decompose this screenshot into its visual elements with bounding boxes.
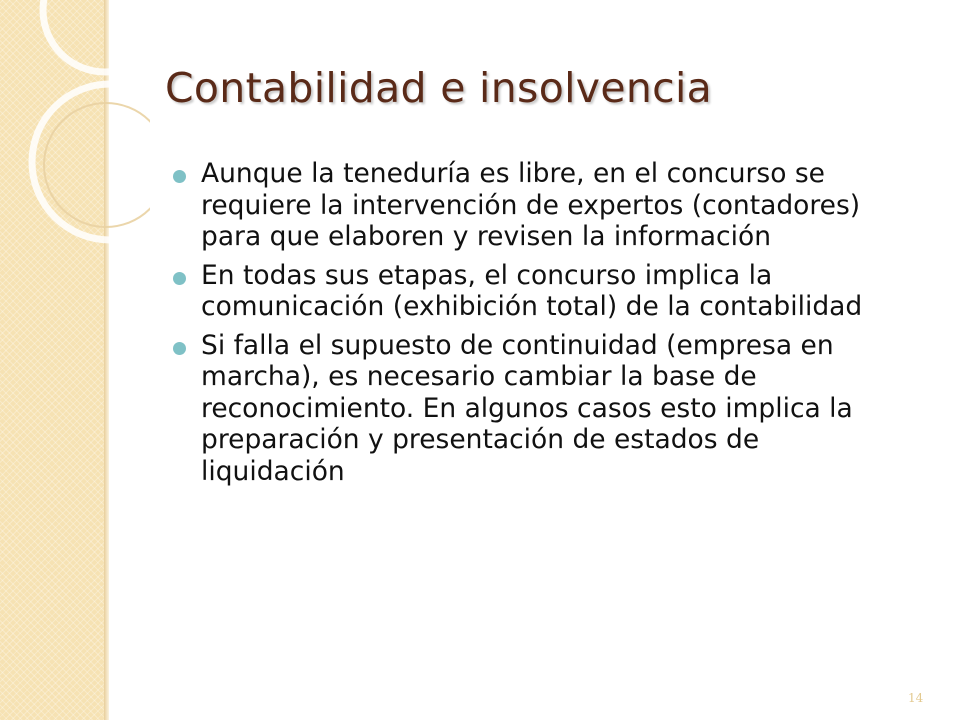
page-number: 14 <box>908 691 924 705</box>
slide-title: Contabilidad e insolvencia <box>165 64 713 112</box>
bullet-text: En todas sus etapas, el concurso implica la comunicación (exhibición total) de la contabilidad <box>201 259 863 322</box>
list-item <box>170 330 910 488</box>
bullet-dot-icon <box>173 272 186 285</box>
list-item <box>170 158 910 253</box>
decorative-circles-icon <box>0 0 150 260</box>
bullet-dot-icon <box>173 342 186 355</box>
bullet-dot-icon <box>173 170 186 183</box>
bullet-text: Aunque la teneduría es libre, en el concurso se requiere la intervención de expertos (contadores) para que elaboren y revisen la información <box>201 158 861 252</box>
bullet-list <box>170 158 910 494</box>
bullet-text: Si falla el supuesto de continuidad (empresa en marcha), es necesario cambiar la base de reconocimiento. En algunos casos esto implica la preparación y presentación de estados de liquidación <box>201 329 853 487</box>
list-item <box>170 260 910 323</box>
